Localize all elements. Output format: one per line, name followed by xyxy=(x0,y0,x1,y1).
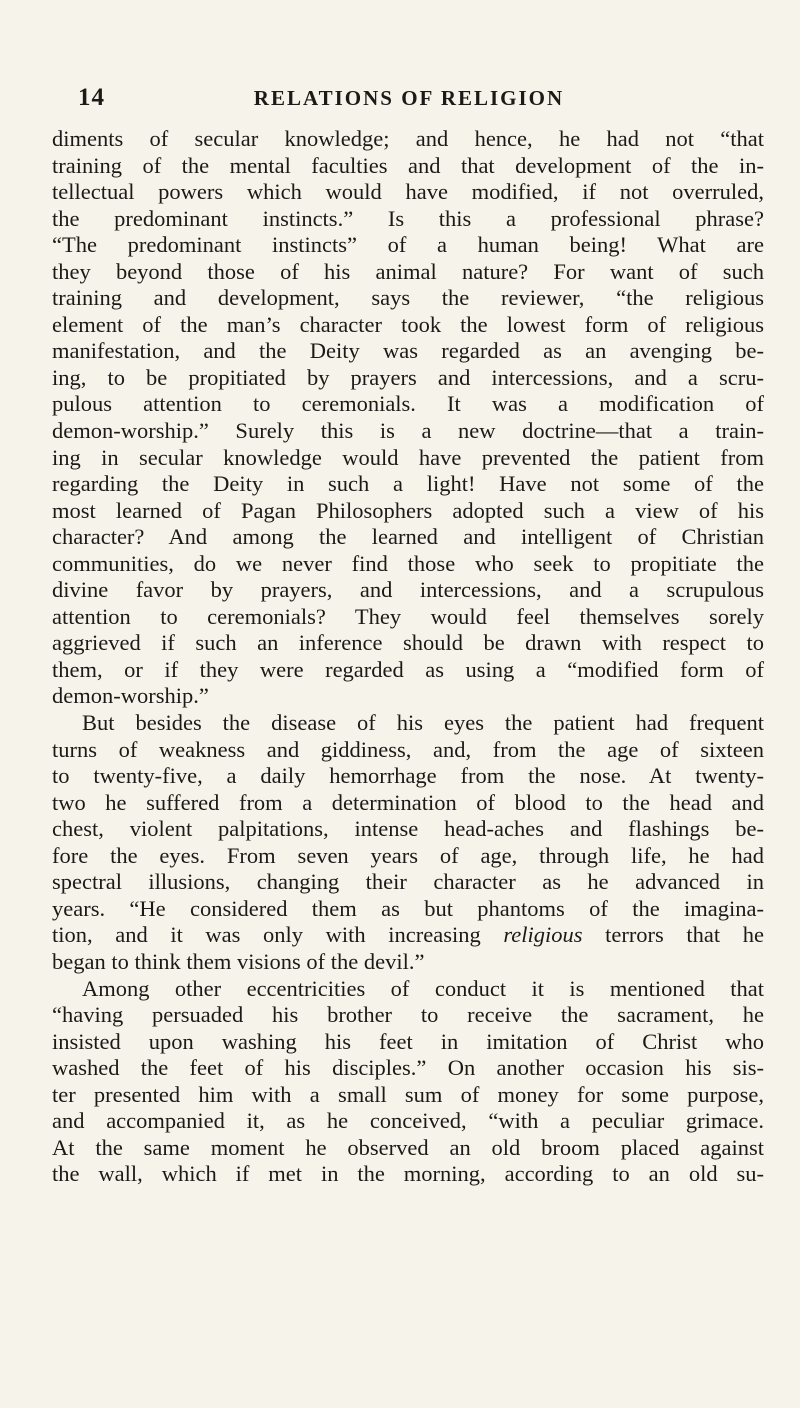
page-number: 14 xyxy=(78,84,105,111)
text-segment: tion, and it was only with increasing xyxy=(52,922,504,948)
paragraph-end-line: began to think them visions of the devil.” xyxy=(52,948,425,974)
text-line: turns of weakness and giddiness, and, from the age of sixteen xyxy=(52,736,764,762)
text-line: At the same moment he observed an old broom placed against xyxy=(52,1134,764,1160)
text-line: tellectual powers which would have modified, if not overruled, xyxy=(52,179,764,205)
text-line: “The predominant instincts” of a human being! What are xyxy=(52,232,764,258)
text-line: and accompanied it, as he conceived, “with a peculiar grimace. xyxy=(52,1108,764,1134)
text-line: ing, to be propitiated by prayers and intercessions, and a scru- xyxy=(52,364,764,390)
text-line: diments of secular knowledge; and hence, he had not “that xyxy=(52,126,764,151)
text-line: the predominant instincts.” Is this a professional phrase? xyxy=(52,205,764,231)
text-line: most learned of Pagan Philosophers adopted such a view of his xyxy=(52,497,764,523)
text-line: ter presented him with a small sum of money for some purpose, xyxy=(52,1081,764,1107)
italic-word: religious xyxy=(503,922,583,948)
text-line: pulous attention to ceremonials. It was a modification of xyxy=(52,391,764,417)
text-line: years. “He considered them as but phantoms of the imagina- xyxy=(52,895,764,921)
text-line: chest, violent palpitations, intense head-aches and flashings be- xyxy=(52,816,764,842)
text-line: element of the man’s character took the lowest form of religious xyxy=(52,311,764,337)
text-line: ing in secular knowledge would have prevented the patient from xyxy=(52,444,764,470)
text-line: attention to ceremonials? They would feel themselves sorely xyxy=(52,603,764,629)
text-line: insisted upon washing his feet in imitation of Christ who xyxy=(52,1028,764,1054)
text-line: demon-worship.” Surely this is a new doctrine—that a train- xyxy=(52,418,764,444)
text-line: communities, do we never find those who seek to propitiate the xyxy=(52,550,764,576)
text-line: “having persuaded his brother to receive the sacrament, he xyxy=(52,1002,764,1028)
paragraph-end-line: demon-worship.” xyxy=(52,683,209,709)
text-line: divine favor by prayers, and intercessions, and a scrupulous xyxy=(52,577,764,603)
text-line: training of the mental faculties and that development of the in- xyxy=(52,152,764,178)
text-line: fore the eyes. From seven years of age, through life, he had xyxy=(52,842,764,868)
page-header xyxy=(78,84,740,116)
text-segment: terrors that he xyxy=(582,922,764,948)
paragraph-start-line: Among other eccentricities of conduct it is mentioned that xyxy=(82,975,764,1001)
text-line: character? And among the learned and intelligent of Christian xyxy=(52,524,764,550)
text-line: they beyond those of his animal nature? For want of such xyxy=(52,258,764,284)
text-line: them, or if they were regarded as using a “modified form of xyxy=(52,656,764,682)
body-text xyxy=(52,126,764,1188)
text-line: two he suffered from a determination of blood to the head and xyxy=(52,789,764,815)
text-line: washed the feet of his disciples.” On another occasion his sis- xyxy=(52,1055,764,1081)
running-head: RELATIONS OF RELIGION xyxy=(253,86,565,110)
text-line: manifestation, and the Deity was regarded as an avenging be- xyxy=(52,338,764,364)
text-line: regarding the Deity in such a light! Have not some of the xyxy=(52,471,764,497)
text-line: the wall, which if met in the morning, according to an old su- xyxy=(52,1161,764,1187)
text-line: training and development, says the reviewer, “the religious xyxy=(52,285,764,311)
text-line-with-italic xyxy=(52,922,764,949)
text-line: aggrieved if such an inference should be drawn with respect to xyxy=(52,630,764,656)
paragraph-start-line: But besides the disease of his eyes the patient had frequent xyxy=(82,710,764,736)
text-line: spectral illusions, changing their character as he advanced in xyxy=(52,869,764,895)
text-line: to twenty-five, a daily hemorrhage from the nose. At twenty- xyxy=(52,763,764,789)
